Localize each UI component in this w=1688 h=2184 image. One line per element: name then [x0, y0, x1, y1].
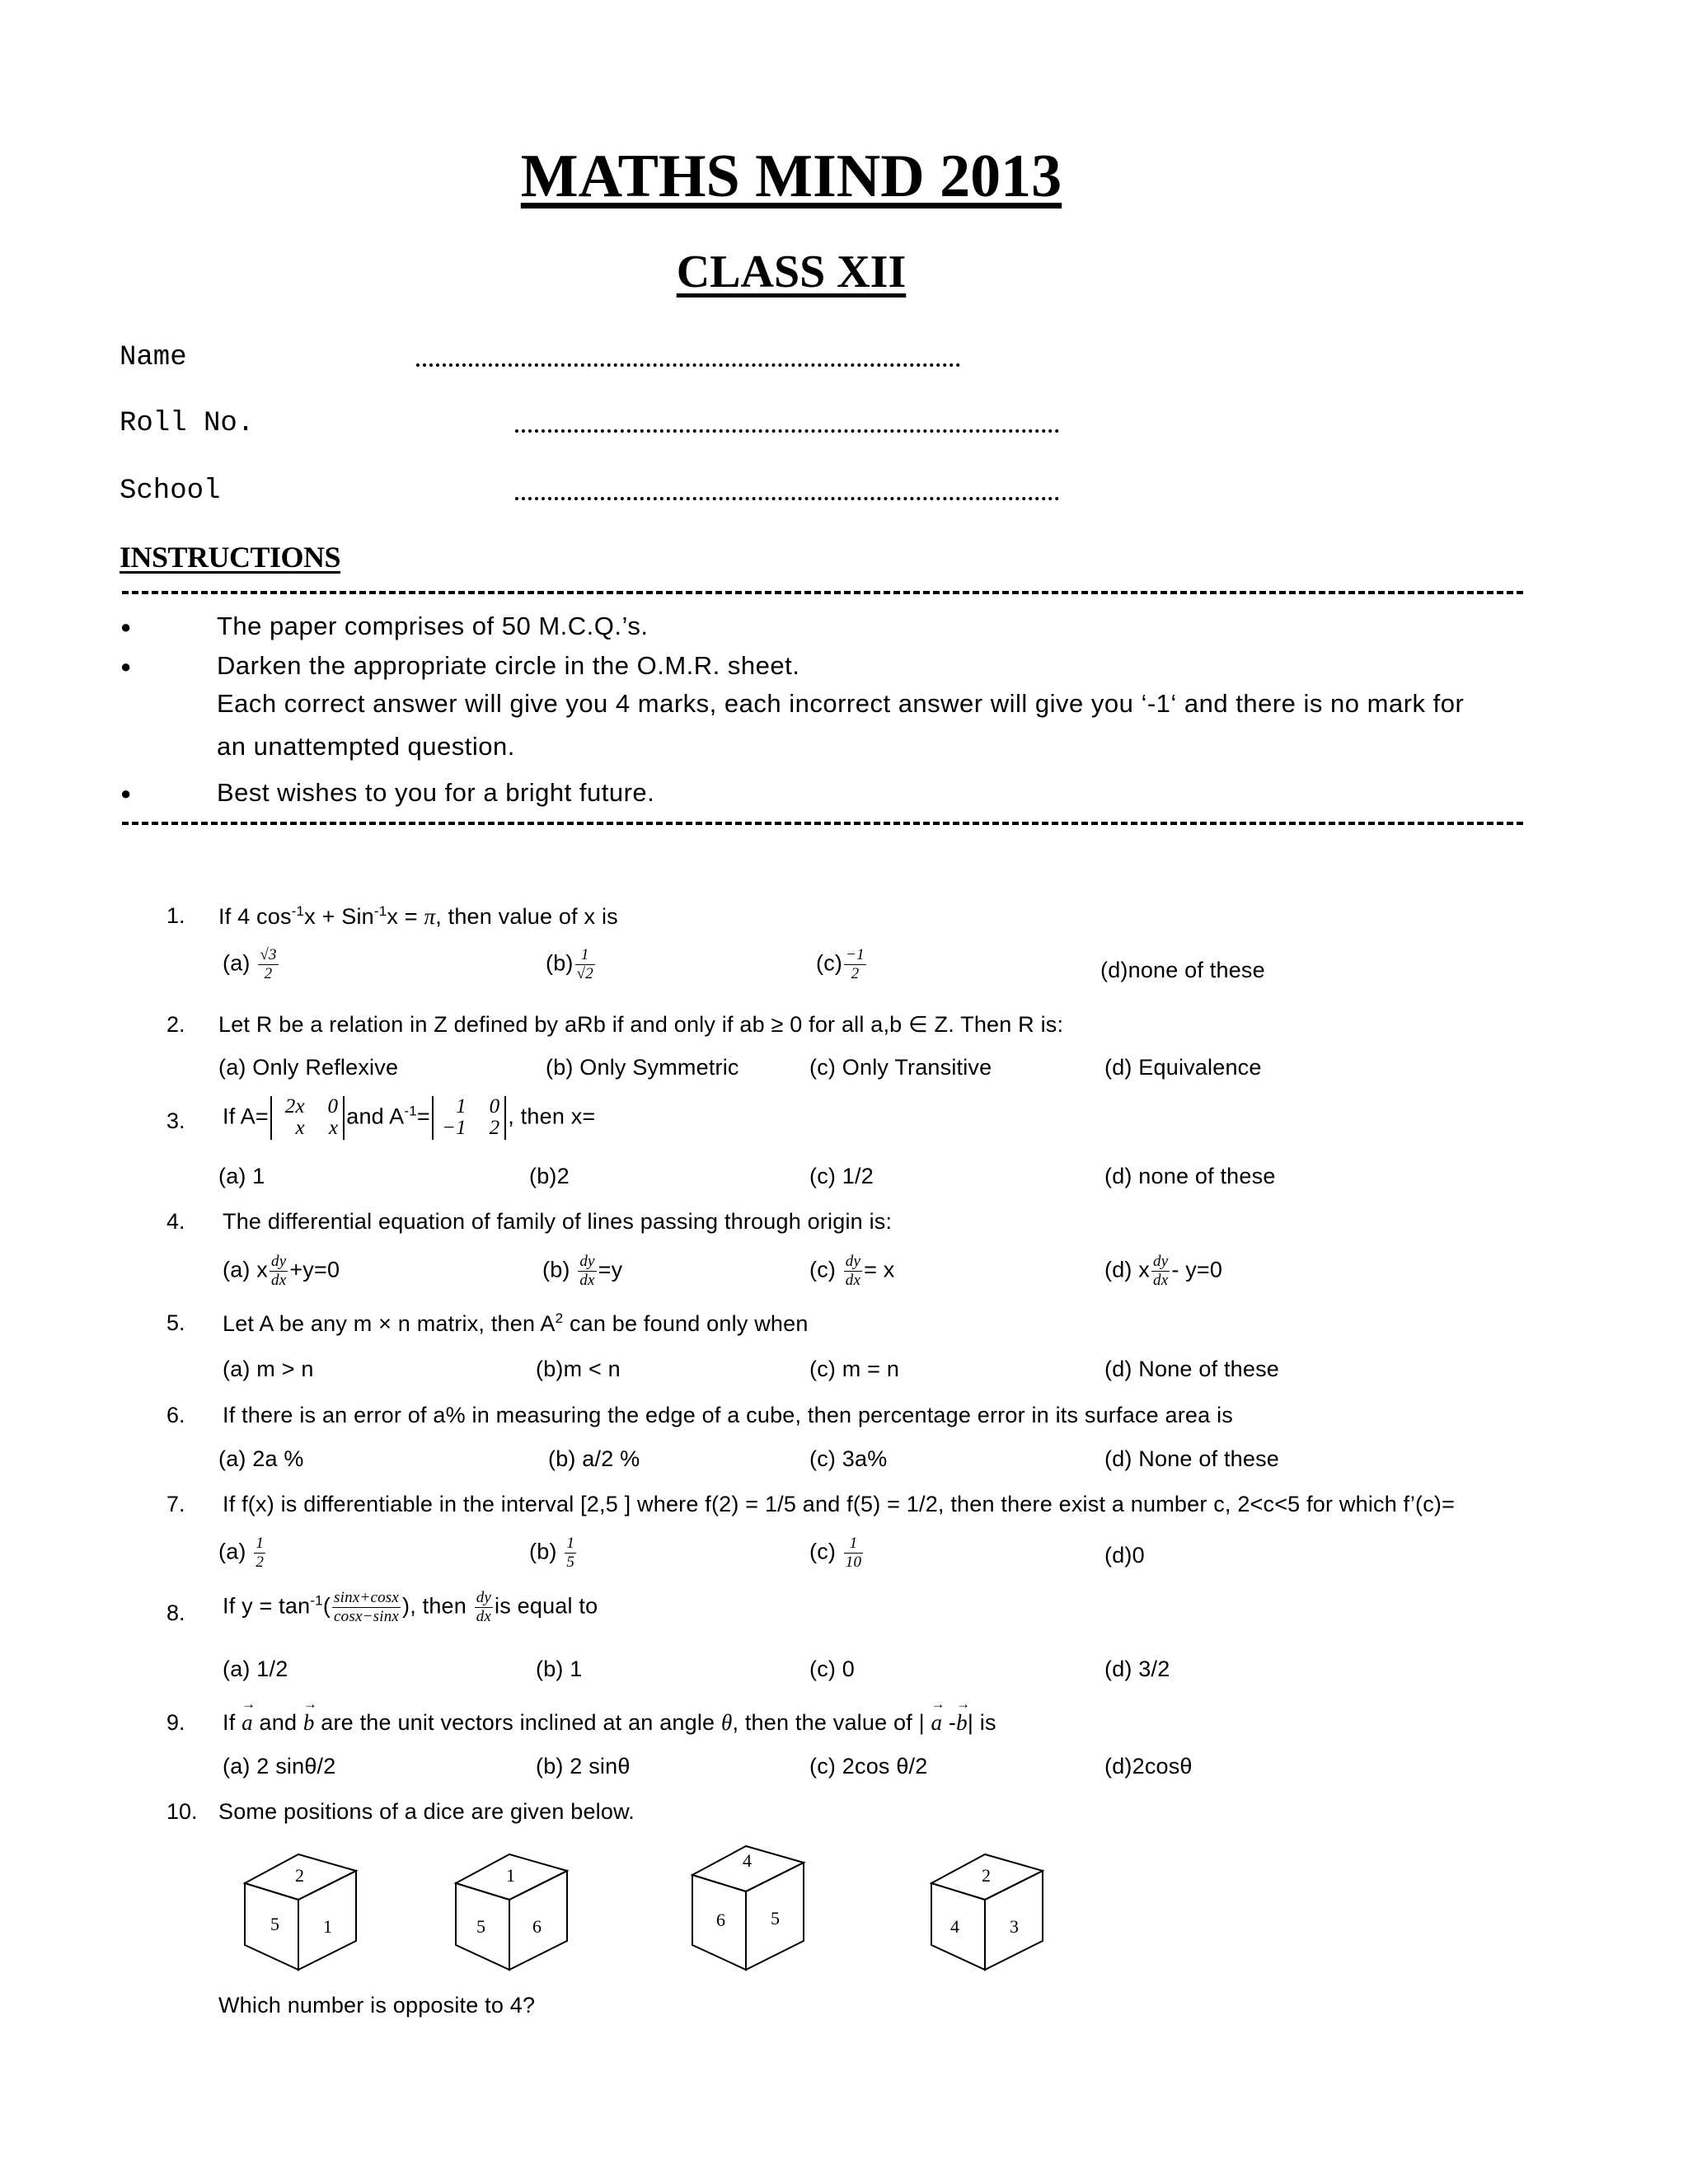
option-c[interactable]: (c) 3a%	[809, 1446, 888, 1471]
question-number: 10.	[166, 1799, 198, 1824]
option-c[interactable]: (c) $\frac{-1}{2}$	[816, 946, 865, 982]
dice-top-face: 2	[982, 1865, 991, 1886]
option-a[interactable]: (a) Only Reflexive	[218, 1055, 399, 1080]
question-text: If A= 2x 0 x x and $A^{-1}= 1$ 0 −1 2 , then x=	[223, 1095, 596, 1140]
question-number: 6.	[166, 1403, 185, 1427]
bullet-icon: ●	[120, 616, 132, 637]
question-followup: Which number is opposite to 4?	[218, 1993, 536, 2018]
school-label: School	[120, 476, 221, 507]
dice-left-face: 6	[716, 1910, 725, 1930]
option-d[interactable]: (d)0	[1104, 1543, 1145, 1568]
option-d[interactable]: (d) 3/2	[1104, 1657, 1170, 1681]
option-a[interactable]: (a) 2a %	[218, 1446, 304, 1471]
dice-left-face: 4	[950, 1916, 959, 1937]
dice-1	[241, 1850, 364, 1974]
option-d[interactable]: (d) x $\frac{dy}{dx}$ - y=0	[1104, 1253, 1223, 1289]
option-d[interactable]: (d)none of these	[1100, 958, 1265, 982]
dice-right-face: 3	[1010, 1916, 1019, 1937]
question-number: 4.	[166, 1209, 185, 1234]
page-title: MATHS MIND 2013	[520, 143, 1062, 210]
option-d[interactable]: (d) None of these	[1104, 1357, 1280, 1381]
option-c[interactable]: (c) 0	[809, 1657, 855, 1681]
dice-3	[688, 1842, 812, 1974]
option-d[interactable]: (d) None of these	[1104, 1446, 1280, 1471]
option-a[interactable]: (a) $\frac{1}{2}$	[218, 1535, 265, 1571]
dice-right-face: 1	[323, 1916, 332, 1937]
option-b[interactable]: (b) $\frac{1}{√2}$	[546, 946, 593, 982]
question-text: If f(x) is differentiable in the interval [2,5 ] where f(2) = 1/5 and f(5) = 1/2, then there exist a number c, 2<c<5 for which f’(c)=	[223, 1492, 1456, 1516]
dice-top-face: 1	[506, 1865, 515, 1886]
dice-top-face: 4	[743, 1850, 752, 1871]
option-c[interactable]: (c) 2cos θ/2	[809, 1754, 928, 1779]
instruction-item: Darken the appropriate circle in the O.M.R. sheet.	[217, 651, 800, 680]
dice-4	[927, 1850, 1051, 1974]
dice-left-face: 5	[476, 1916, 485, 1937]
option-a[interactable]: (a) m > n	[223, 1357, 314, 1381]
bullet-icon: ●	[120, 783, 132, 804]
question-number: 5.	[166, 1310, 185, 1335]
question-text: Let A be any m × n matrix, then $A^2$ can be found only when	[223, 1310, 809, 1336]
option-d[interactable]: (d) Equivalence	[1104, 1055, 1262, 1080]
question-text: If 4 $\cos^{-1}x + Sin^{-1}x = \pi$, then value of x is	[218, 903, 618, 929]
option-a[interactable]: (a) x $\frac{dy}{dx}$ +y=0	[223, 1253, 340, 1289]
instruction-item: an unattempted question.	[217, 732, 515, 761]
instruction-item: Best wishes to you for a bright future.	[217, 778, 655, 807]
option-c[interactable]: (c) $\frac{dy}{dx}$ = x	[809, 1253, 895, 1289]
option-b[interactable]: (b)2	[529, 1164, 570, 1188]
school-field[interactable]	[515, 494, 1059, 500]
option-d[interactable]: (d) none of these	[1104, 1164, 1276, 1188]
option-a[interactable]: (a) $\frac{√3}{2}$	[223, 946, 277, 982]
dice-left-face: 5	[270, 1914, 279, 1934]
option-b[interactable]: (b)m < n	[536, 1357, 621, 1381]
option-a[interactable]: (a) 1/2	[223, 1657, 288, 1681]
instruction-item: The paper comprises of 50 M.C.Q.’s.	[217, 612, 649, 640]
divider	[122, 591, 1523, 594]
question-text: The differential equation of family of lines passing through origin is:	[223, 1209, 893, 1234]
question-text: Some positions of a dice are given below.	[218, 1799, 635, 1824]
roll-label: Roll No.	[120, 408, 255, 439]
option-c[interactable]: (c) $\frac{1}{10}$	[809, 1535, 862, 1571]
dice-top-face: 2	[295, 1865, 304, 1886]
dice-right-face: 5	[771, 1908, 780, 1929]
instructions-heading: INSTRUCTIONS	[120, 541, 341, 574]
question-number: 7.	[166, 1492, 185, 1516]
dice-2	[452, 1850, 575, 1974]
instruction-item: Each correct answer will give you 4 marks, each incorrect answer will give you ‘-1‘ and there is no mark for	[217, 689, 1465, 718]
option-b[interactable]: (b) $\frac{dy}{dx}$ =y	[542, 1253, 623, 1289]
name-field[interactable]	[416, 360, 960, 367]
question-number: 3.	[166, 1108, 185, 1133]
dice-right-face: 6	[532, 1916, 542, 1937]
question-number: 8.	[166, 1601, 185, 1625]
option-c[interactable]: (c) m = n	[809, 1357, 900, 1381]
option-b[interactable]: (b) 2 sinθ	[536, 1754, 631, 1779]
question-text: If → a and → b are the unit vectors inclined at an angle θ, then the value of | → a -→ b| is	[223, 1710, 996, 1736]
name-label: Name	[120, 342, 187, 373]
option-b[interactable]: (b) Only Symmetric	[546, 1055, 739, 1080]
option-b[interactable]: (b) 1	[536, 1657, 583, 1681]
divider	[122, 822, 1523, 825]
question-number: 2.	[166, 1012, 185, 1037]
option-a[interactable]: (a) 2 sinθ/2	[223, 1754, 336, 1779]
option-b[interactable]: (b) a/2 %	[548, 1446, 640, 1471]
question-text: If there is an error of a% in measuring the edge of a cube, then percentage error in its surface area is	[223, 1403, 1233, 1427]
question-number: 1.	[166, 903, 185, 928]
question-text: Let R be a relation in Z defined by aRb if and only if ab ≥ 0 for all a,b ∈ Z. Then R is:	[218, 1012, 1064, 1037]
option-c[interactable]: (c) 1/2	[809, 1164, 874, 1188]
option-a[interactable]: (a) 1	[218, 1164, 265, 1188]
option-c[interactable]: (c) Only Transitive	[809, 1055, 992, 1080]
roll-field[interactable]	[515, 426, 1059, 433]
page-subtitle: CLASS XII	[676, 246, 907, 298]
option-d[interactable]: (d)2cosθ	[1104, 1754, 1193, 1779]
option-b[interactable]: (b) $\frac{1}{5}$	[529, 1535, 575, 1571]
question-text: If $y = \tan^{-1}$( $\frac{\sin x+\cos x}{\cos x-\sin x}$ ), then $\frac{dy}{dx}$ is equal to	[223, 1589, 598, 1625]
question-number: 9.	[166, 1710, 185, 1735]
bullet-icon: ●	[120, 656, 132, 677]
